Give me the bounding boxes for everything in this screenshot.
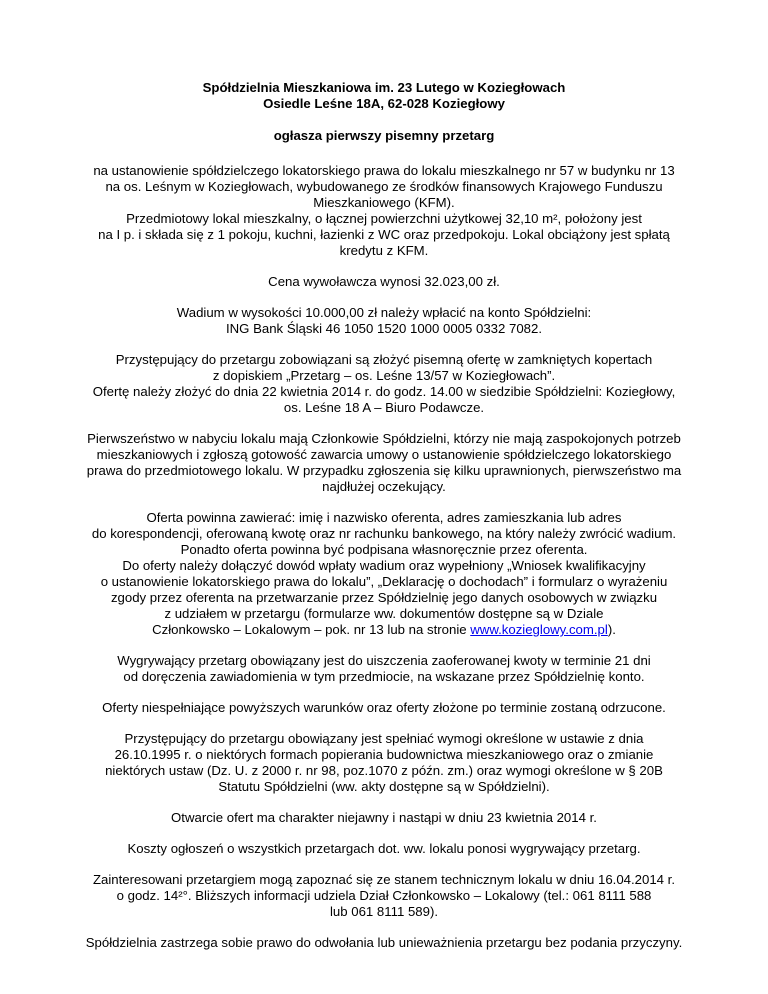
text-line: niektórych ustaw (Dz. U. z 2000 r. nr 98, poz.1070 z późn. zm.) oraz wymogi określone w § 20B <box>105 763 663 778</box>
text-line: na I p. i składa się z 1 pokoju, kuchni, łazienki z WC oraz przedpokoju. Lokal obciążony jest spłatą <box>98 227 670 242</box>
text-line: na ustanowienie spółdzielczego lokatorskiego prawa do lokalu mieszkalnego nr 57 w budynku nr 13 <box>93 163 675 178</box>
text-line: Przystępujący do przetargu obowiązany jest spełniać wymogi określone w ustawie z dnia <box>124 731 644 746</box>
text-line: Oferty niespełniające powyższych warunków oraz oferty złożone po terminie zostaną odrzucone. <box>102 700 666 715</box>
text-line: Wygrywający przetarg obowiązany jest do uiszczenia zaoferowanej kwoty w terminie 21 dni <box>117 653 651 668</box>
text-line: Zainteresowani przetargiem mogą zapoznać się ze stanem technicznym lokalu w dniu 16.04.2014 r. <box>92 872 676 887</box>
text-line: Do oferty należy dołączyć dowód wpłaty wadium oraz wypełniony „Wniosek kwalifikacyjny <box>122 558 646 573</box>
paragraph-inspection <box>64 872 704 920</box>
text-line: do korespondencji, oferowaną kwotę oraz nr rachunku bankowego, na który należy zwrócić wadium. <box>91 526 677 541</box>
text-line <box>64 622 704 638</box>
text-line: 26.10.1995 r. o niektórych formach popierania budownictwa mieszkaniowego oraz o zmianie <box>114 747 654 762</box>
text-line: o ustanowienie lokatorskiego prawa do lokalu”, „Deklarację o dochodach” i formularz o wyrażeniu <box>100 574 668 589</box>
text-line: z dopiskiem „Przetarg – os. Leśne 13/57 w Koziegłowach”. <box>212 368 556 383</box>
text-line: zgody przez oferenta na przetwarzanie przez Spółdzielnię jego danych osobowych w związku <box>110 590 658 605</box>
text-line: ING Bank Śląski 46 1050 1520 1000 0005 0332 7082. <box>225 321 542 336</box>
paragraph-payment <box>64 653 704 685</box>
website-link[interactable]: www.kozieglowy.com.pl <box>470 622 608 637</box>
cooperative-name: Spółdzielnia Mieszkaniowa im. 23 Lutego w Koziegłowach <box>202 80 566 95</box>
text-line: z udziałem w przetargu (formularze ww. dokumentów dostępne są w Dziale <box>164 606 604 621</box>
text-line: Ponadto oferta powinna być podpisana własnoręcznie przez oferenta. <box>180 542 588 557</box>
text-line: Koszty ogłoszeń o wszystkich przetargach dot. ww. lokalu ponosi wygrywający przetarg. <box>127 841 641 856</box>
paragraph-priority <box>64 431 704 495</box>
paragraph-costs <box>64 841 704 857</box>
text-fragment: Członkowsko – Lokalowym – pok. nr 13 lub na stronie <box>152 622 471 637</box>
text-line: Ofertę należy złożyć do dnia 22 kwietnia 2014 r. do godz. 14.00 w siedzibie Spółdzielni: Koziegłowy, <box>92 384 676 399</box>
paragraph-opening <box>64 810 704 826</box>
paragraph-starting-price <box>64 274 704 290</box>
text-line: prawa do przedmiotowego lokalu. W przypadku zgłoszenia się kilku uprawnionych, pierwszeństwo ma <box>86 463 682 478</box>
paragraph-submission <box>64 352 704 416</box>
paragraph-reservation <box>64 935 704 951</box>
paragraph-requirements <box>64 731 704 795</box>
paragraph-subject <box>64 163 704 259</box>
text-line: Cena wywoławcza wynosi 32.023,00 zł. <box>268 274 500 289</box>
text-line: od doręczenia zawiadomienia w tym przedmiocie, na wskazane przez Spółdzielnię konto. <box>123 669 645 684</box>
text-line: Wadium w wysokości 10.000,00 zł należy wpłacić na konto Spółdzielni: <box>176 305 592 320</box>
text-line: mieszkaniowych i zgłoszą gotowość zawarcia umowy o ustanowienie spółdzielczego lokatorskiego <box>96 447 672 462</box>
paragraph-deposit <box>64 305 704 337</box>
text-line: Pierwszeństwo w nabyciu lokalu mają Członkowie Spółdzielni, którzy nie mają zaspokojonych potrzeb <box>87 431 681 446</box>
text-line: Otwarcie ofert ma charakter niejawny i nastąpi w dniu 23 kwietnia 2014 r. <box>171 810 597 825</box>
text-line: lub 061 8111 589). <box>329 904 439 919</box>
text-line: Przystępujący do przetargu zobowiązani są złożyć pisemną ofertę w zamkniętych kopertach <box>115 352 653 367</box>
text-line: najdłużej oczekujący. <box>322 479 446 494</box>
text-line: Mieszkaniowego (KFM). <box>313 195 455 210</box>
text-line: Statutu Spółdzielni (ww. akty dostępne są w Spółdzielni). <box>218 779 550 794</box>
text-line: Spółdzielnia zastrzega sobie prawo do odwołania lub unieważnienia przetargu bez podania przyczyny. <box>85 935 683 950</box>
text-fragment: ). <box>607 622 616 637</box>
cooperative-address: Osiedle Leśne 18A, 62-028 Koziegłowy <box>263 96 505 111</box>
text-line: na os. Leśnym w Koziegłowach, wybudowanego ze środków finansowych Krajowego Funduszu <box>105 179 663 194</box>
text-line: o godz. 14²°. Bliższych informacji udziela Dział Członkowsko – Lokalowy (tel.: 061 8111 588 <box>116 888 652 903</box>
tender-notice <box>64 80 704 951</box>
text-line: Przedmiotowy lokal mieszkalny, o łącznej powierzchni użytkowej 32,10 m², położony jest <box>126 211 642 226</box>
paragraph-rejection <box>64 700 704 716</box>
announcement-title: ogłasza pierwszy pisemny przetarg <box>273 128 495 143</box>
paragraph-offer-contents <box>64 510 704 638</box>
text-line: Oferta powinna zawierać: imię i nazwisko oferenta, adres zamieszkania lub adres <box>146 510 622 525</box>
text-line: kredytu z KFM. <box>339 243 429 258</box>
text-line: os. Leśne 18 A – Biuro Podawcze. <box>283 400 485 415</box>
